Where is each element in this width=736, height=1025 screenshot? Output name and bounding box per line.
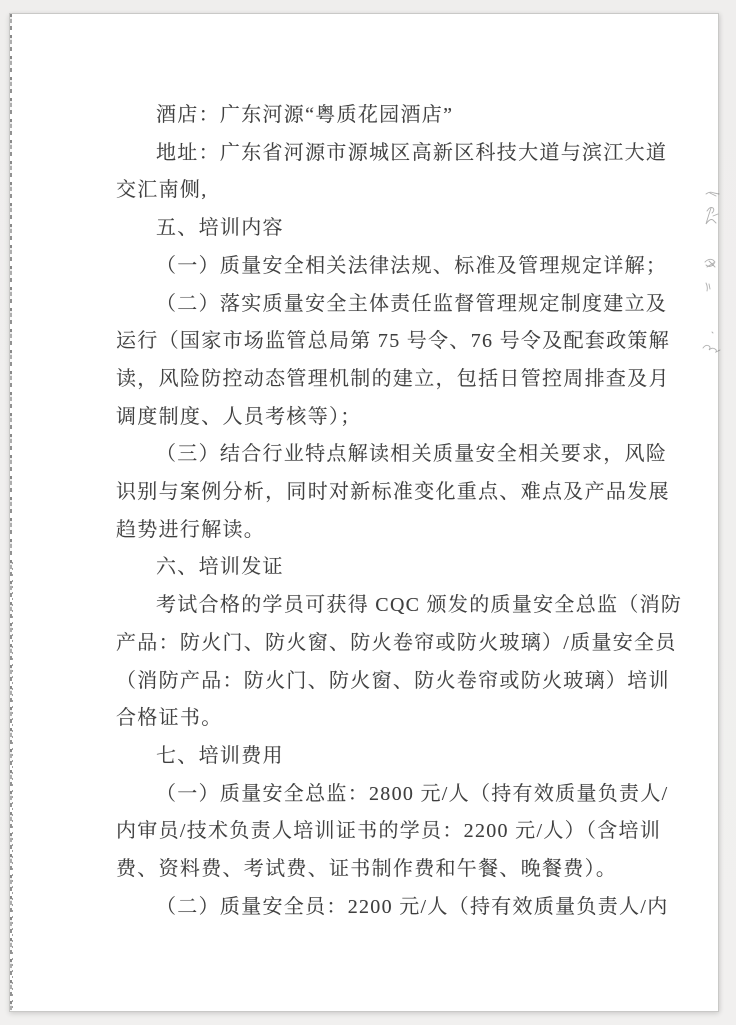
text-line: 五、培训内容 bbox=[156, 217, 284, 240]
text-line: 运行（国家市场监管总局第 75 号令、76 号令及配套政策解 bbox=[116, 330, 670, 353]
text-line: 趋势进行解读。 bbox=[116, 518, 266, 541]
text-line: 内审员/技术负责人培训证书的学员：2200 元/人）（含培训 bbox=[116, 820, 662, 843]
paragraph bbox=[116, 210, 665, 248]
paragraph bbox=[116, 286, 670, 437]
paragraph bbox=[116, 135, 668, 210]
paragraph bbox=[116, 248, 668, 286]
paragraph bbox=[116, 776, 669, 889]
text-line: 产品：防火门、防火窗、防火卷帘或防火玻璃）/质量安全员 bbox=[116, 631, 677, 654]
text-line: 识别与案例分析，同时对新标准变化重点、难点及产品发展 bbox=[116, 481, 670, 504]
text-line: 读，风险防控动态管理机制的建立，包括日管控周排查及月 bbox=[116, 367, 670, 390]
document-page bbox=[9, 13, 719, 1012]
text-line: （消防产品：防火门、防火窗、防火卷帘或防火玻璃）培训 bbox=[116, 669, 670, 692]
text-line: 考试合格的学员可获得 CQC 颁发的质量安全总监（消防 bbox=[156, 594, 683, 617]
text-line: （一）质量安全总监：2800 元/人（持有效质量负责人/ bbox=[156, 782, 669, 805]
text-line: 七、培训费用 bbox=[156, 744, 284, 767]
text-line: （二）质量安全员：2200 元/人（持有效质量负责人/内 bbox=[156, 895, 669, 918]
text-line: （二）落实质量安全主体责任监督管理规定制度建立及 bbox=[156, 292, 668, 315]
text-line: 费、资料费、考试费、证书制作费和午餐、晚餐费）。 bbox=[116, 858, 618, 881]
paragraph bbox=[116, 436, 670, 549]
paragraph bbox=[116, 587, 683, 738]
text-line: （一）质量安全相关法律法规、标准及管理规定详解； bbox=[156, 254, 668, 277]
paragraph bbox=[116, 97, 665, 135]
text-line: （三）结合行业特点解读相关质量安全相关要求，风险 bbox=[156, 443, 668, 466]
text-line: 合格证书。 bbox=[116, 707, 223, 730]
paragraph bbox=[116, 738, 665, 776]
paragraph bbox=[116, 549, 665, 587]
text-line: 地址：广东省河源市源城区高新区科技大道与滨江大道 bbox=[156, 141, 668, 164]
text-line: 六、培训发证 bbox=[156, 556, 284, 579]
text-line: 调度制度、人员考核等）； bbox=[116, 405, 362, 428]
text-line: 酒店：广东河源“粤质花园酒店” bbox=[156, 104, 454, 126]
text-line: 交汇南侧, bbox=[116, 179, 208, 202]
document-body bbox=[10, 14, 719, 926]
paragraph bbox=[116, 889, 669, 927]
